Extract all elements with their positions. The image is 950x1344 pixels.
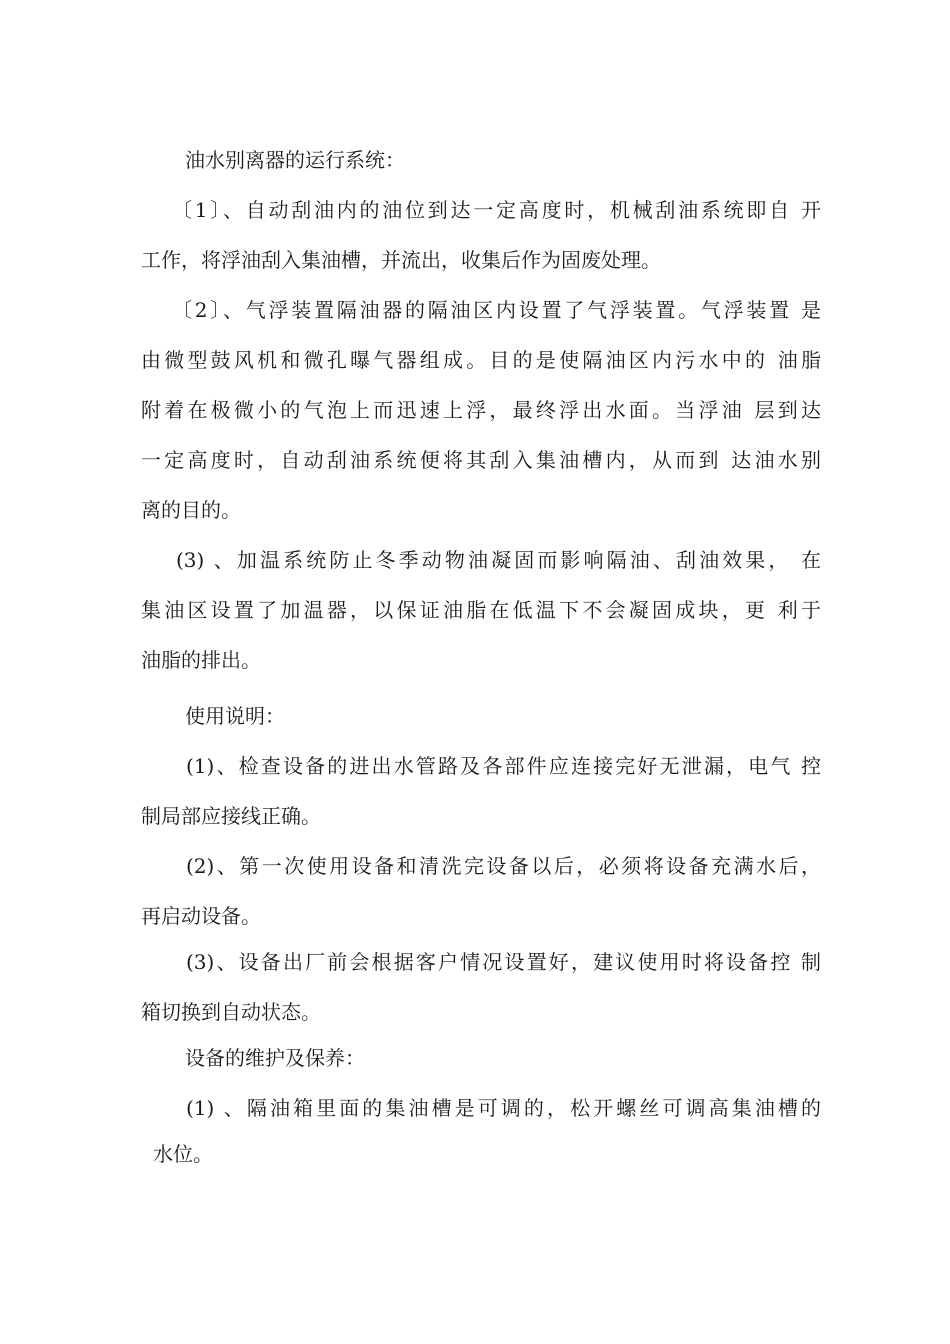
- paragraph-line: 再启动设备。: [141, 904, 261, 928]
- paragraph-line: 一定高度时，自动刮油系统便将其刮入集油槽内，从而到 达油水别: [141, 448, 821, 472]
- paragraph-line: 〔2〕、气浮装置隔油器的隔油区内设置了气浮装置。气浮装置 是: [172, 298, 821, 322]
- paragraph-line: (1) 、隔油箱里面的集油槽是可调的，松开螺丝可调高集油槽的: [186, 1096, 821, 1120]
- paragraph-line: 集油区设置了加温器，以保证油脂在低温下不会凝固成块，更 利于: [141, 598, 821, 622]
- section-heading-usage: 使用说明：: [185, 704, 285, 728]
- section-heading-operation: 油水别离器的运行系统：: [185, 148, 405, 172]
- paragraph-line: 离的目的。: [141, 498, 241, 522]
- paragraph-line: 油脂的排出。: [141, 648, 261, 672]
- paragraph-line: 水位。: [153, 1142, 213, 1166]
- paragraph-line: 工作，将浮油刮入集油槽，并流出，收集后作为固废处理。: [141, 248, 661, 272]
- paragraph-line: 附着在极微小的气泡上而迅速上浮，最终浮出水面。当浮油 层到达: [141, 398, 821, 422]
- paragraph-line: (1)、检查设备的进出水管路及各部件应连接完好无泄漏，电气 控: [186, 754, 821, 778]
- paragraph-line: 由微型鼓风机和微孔曝气器组成。目的是使隔油区内污水中的 油脂: [141, 348, 821, 372]
- paragraph-line: 〔1〕、自动刮油内的油位到达一定高度时，机械刮油系统即自 开: [172, 198, 821, 222]
- paragraph-line: 制局部应接线正确。: [141, 804, 321, 828]
- paragraph-line: (2)、第一次使用设备和清洗完设备以后，必须将设备充满水后，: [186, 854, 821, 878]
- paragraph-line: (3) 、加温系统防止冬季动物油凝固而影响隔油、刮油效果， 在: [176, 548, 821, 572]
- section-heading-maintenance: 设备的维护及保养：: [185, 1046, 365, 1070]
- paragraph-line: (3)、设备出厂前会根据客户情况设置好，建议使用时将设备控 制: [186, 950, 821, 974]
- paragraph-line: 箱切换到自动状态。: [141, 1000, 321, 1024]
